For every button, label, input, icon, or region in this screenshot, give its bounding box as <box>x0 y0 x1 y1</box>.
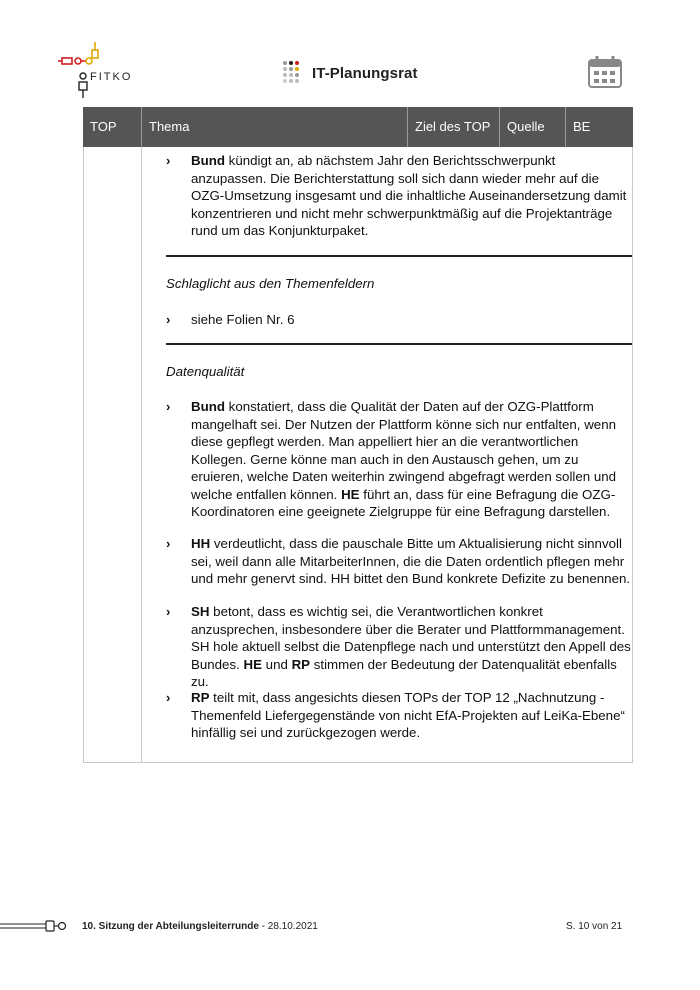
bullet-chevron-icon: › <box>166 153 171 168</box>
column-divider <box>141 147 142 763</box>
table-header <box>83 107 633 147</box>
section-divider <box>166 343 632 345</box>
column-header-be: BE <box>565 107 633 147</box>
footer-meeting: 10. Sitzung der Abteilungsleiterrunde <box>82 921 259 932</box>
bullet-chevron-icon: › <box>166 604 171 619</box>
speaker-label: HE <box>243 656 262 672</box>
list-item <box>166 535 632 590</box>
page-number: S. 10 von 21 <box>566 921 623 932</box>
bullet-chevron-icon: › <box>166 690 171 705</box>
it-planungsrat-title: IT-Planungsrat <box>312 64 418 82</box>
speaker-label: RP <box>291 656 311 672</box>
list-item <box>166 603 632 689</box>
paragraph-text <box>191 535 631 588</box>
footer-connector-icon <box>0 918 72 934</box>
speaker-label: Bund <box>191 399 225 414</box>
it-planungsrat-logo-icon <box>282 60 302 86</box>
paragraph-text: siehe Folien Nr. 6 <box>191 312 295 327</box>
section-divider <box>166 255 632 257</box>
column-header-thema: Thema <box>141 107 407 147</box>
list-item <box>166 152 632 242</box>
column-header-top: TOP <box>90 119 117 134</box>
speaker-label: HE <box>341 486 360 502</box>
section-title: Schlaglicht aus den Themenfeldern <box>166 276 375 291</box>
bullet-chevron-icon: › <box>166 536 171 551</box>
paragraph-text <box>191 398 631 521</box>
paragraph-body: verdeutlicht, dass die pauschale Bitte um Aktualisierung nicht sinnvoll sei, weil dann alle MitarbeiterInnen, die die Daten ordentlich pflegen mehr und mehr genervt sind. HH bittet den Bund konkrete Defizite zu benennen. <box>191 536 631 586</box>
speaker-label: RP <box>191 690 210 705</box>
footer-date: - 28.10.2021 <box>258 921 318 932</box>
bullet-chevron-icon: › <box>166 399 171 414</box>
list-item <box>166 398 632 518</box>
paragraph-text <box>191 603 631 691</box>
paragraph-body: führt an, dass für eine Befragung die OZG-Koordinatoren eine geeignete Zielgruppe für eine Befragung darstellen. <box>191 486 616 519</box>
fitko-logo <box>58 40 148 100</box>
paragraph-text <box>191 689 631 742</box>
paragraph-body: und <box>261 656 292 672</box>
list-item <box>166 689 632 744</box>
fitko-wordmark: FITKO <box>90 71 133 83</box>
speaker-label: SH <box>191 604 210 619</box>
list-item <box>166 311 632 331</box>
paragraph-text <box>191 152 631 240</box>
paragraph-body: betont, dass es wichtig sei, die Verantwortlichen konkret anzusprechen, insbesondere über die Berater und Plattformmanagement. SH hole aktuell selbst die Datenpflege nach und unterstützt den Appell des Bundes. <box>191 604 631 672</box>
footer-meeting-title <box>82 921 318 932</box>
paragraph-body: konstatiert, dass die Qualität der Daten auf der OZG-Plattform mangelhaft sei. Der Nutzen der Plattform könne sich nur entfalten, wenn diese gepflegt werden. Man appelliert hier an die verantwortlichen Kollegen. Gerne könne man auch in den Austausch gehen, um zu eruieren, welche Daten weiterhin zwingend abgefragt werden sollen und welche entfallen können. <box>191 399 617 502</box>
paragraph-body: teilt mit, dass angesichts diesen TOPs der TOP 12 „Nachnutzung - Themenfeld Liefergegenstände von nicht EfA-Projekten auf LeiKa-Ebene“ hinfällig sei und zurückgezogen werde. <box>191 690 625 740</box>
bullet-chevron-icon: › <box>166 312 171 327</box>
column-header-ziel: Ziel des TOP <box>407 107 499 147</box>
it-planungsrat-brand <box>282 58 418 88</box>
paragraph-body: kündigt an, ab nächstem Jahr den Berichtsschwerpunkt anzupassen. Die Berichterstattung soll sich dann wieder mehr auf die OZG-Umsetzung insgesamt und die inhaltliche Auseinandersetzung damit konzentrieren und nicht mehr schwerpunktmäßig auf die Projektanträge rund um das Konjunkturpaket. <box>191 153 627 238</box>
speaker-label: HH <box>191 536 211 551</box>
calendar-icon <box>588 56 622 88</box>
speaker-label: Bund <box>191 153 225 168</box>
paragraph-body: stimmen der Bedeutung der Datenqualität ebenfalls zu. <box>191 656 617 689</box>
column-header-quelle: Quelle <box>499 107 565 147</box>
section-title: Datenqualität <box>166 364 245 379</box>
